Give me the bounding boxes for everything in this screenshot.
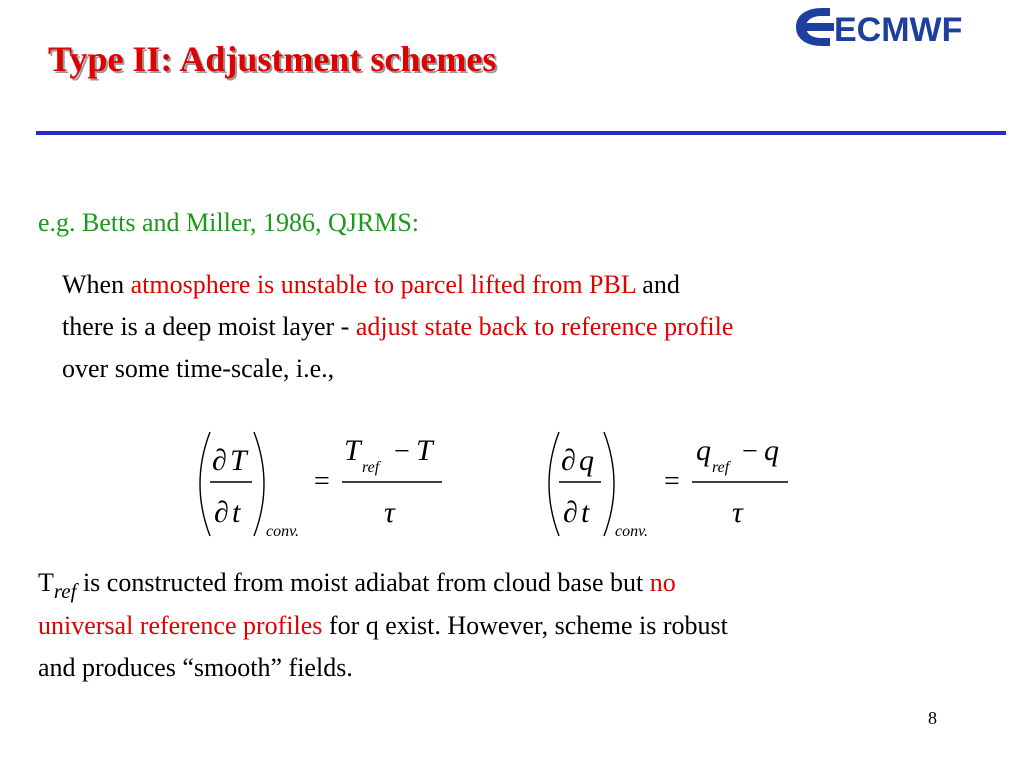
page-number: 8 (928, 708, 937, 728)
partial-symbol: ∂ (212, 444, 227, 477)
description-line-1: When atmosphere is unstable to parcel lifted from PBL and (62, 270, 680, 299)
ref-subscript: ref (712, 459, 730, 476)
minus-sign: − (742, 436, 758, 467)
partial-symbol: ∂ (214, 496, 229, 529)
minus-sign: − (394, 436, 410, 467)
left-paren (549, 432, 559, 536)
tau-symbol: τ (732, 496, 743, 529)
equation-moisture (549, 432, 788, 540)
lhs-denominator-var: t (581, 496, 590, 529)
conclusion-line-1: $T_{ref}$ is constructed from moist adiabat from cloud base but no (38, 568, 676, 603)
lhs-numerator-var: q (579, 444, 594, 477)
conv-subscript: conv. (615, 523, 649, 540)
left-paren (200, 432, 210, 536)
lhs-denominator-var: t (232, 496, 241, 529)
partial-symbol: ∂ (563, 496, 578, 529)
highlight-no: no (649, 568, 676, 597)
ecmwf-logo (790, 4, 1018, 50)
rhs-numerator-var-2: T (416, 434, 433, 467)
t-ref-symbol: T (38, 568, 54, 597)
right-paren (604, 432, 614, 536)
conclusion-line-2: universal reference profiles for q exist. However, scheme is robust (38, 611, 728, 640)
conv-subscript: conv. (266, 523, 300, 540)
equation-temperature (200, 432, 442, 540)
slide-title: Type II: Adjustment schemes (48, 39, 497, 79)
equals-sign: = (664, 466, 680, 497)
right-paren (254, 432, 264, 536)
highlight-universal: universal reference profiles (38, 611, 323, 640)
description-paragraph (62, 264, 962, 390)
reference-citation: e.g. Betts and Miller, 1986, QJRMS: (38, 208, 420, 237)
logo-text: ECMWF (834, 11, 963, 49)
ref-subscript: ref (362, 459, 380, 476)
equals-sign: = (314, 466, 330, 497)
description-line-3: over some time-scale, i.e., (62, 354, 335, 383)
description-line-2: there is a deep moist layer - adjust state back to reference profile (62, 312, 734, 341)
partial-symbol: ∂ (561, 444, 576, 477)
t-ref-subscript: ref (53, 579, 77, 603)
lhs-numerator-var: T (230, 444, 247, 477)
title-divider (36, 131, 1006, 135)
highlight-unstable: atmosphere is unstable to parcel lifted from PBL (130, 270, 636, 299)
rhs-numerator-var: T (344, 434, 361, 467)
conclusion-line-3: and produces “smooth” fields. (38, 653, 353, 682)
conclusion-paragraph (38, 562, 978, 689)
rhs-numerator-var: q (696, 434, 711, 467)
rhs-numerator-var-2: q (764, 434, 779, 467)
tau-symbol: τ (384, 496, 395, 529)
highlight-adjust: adjust state back to reference profile (355, 312, 734, 341)
